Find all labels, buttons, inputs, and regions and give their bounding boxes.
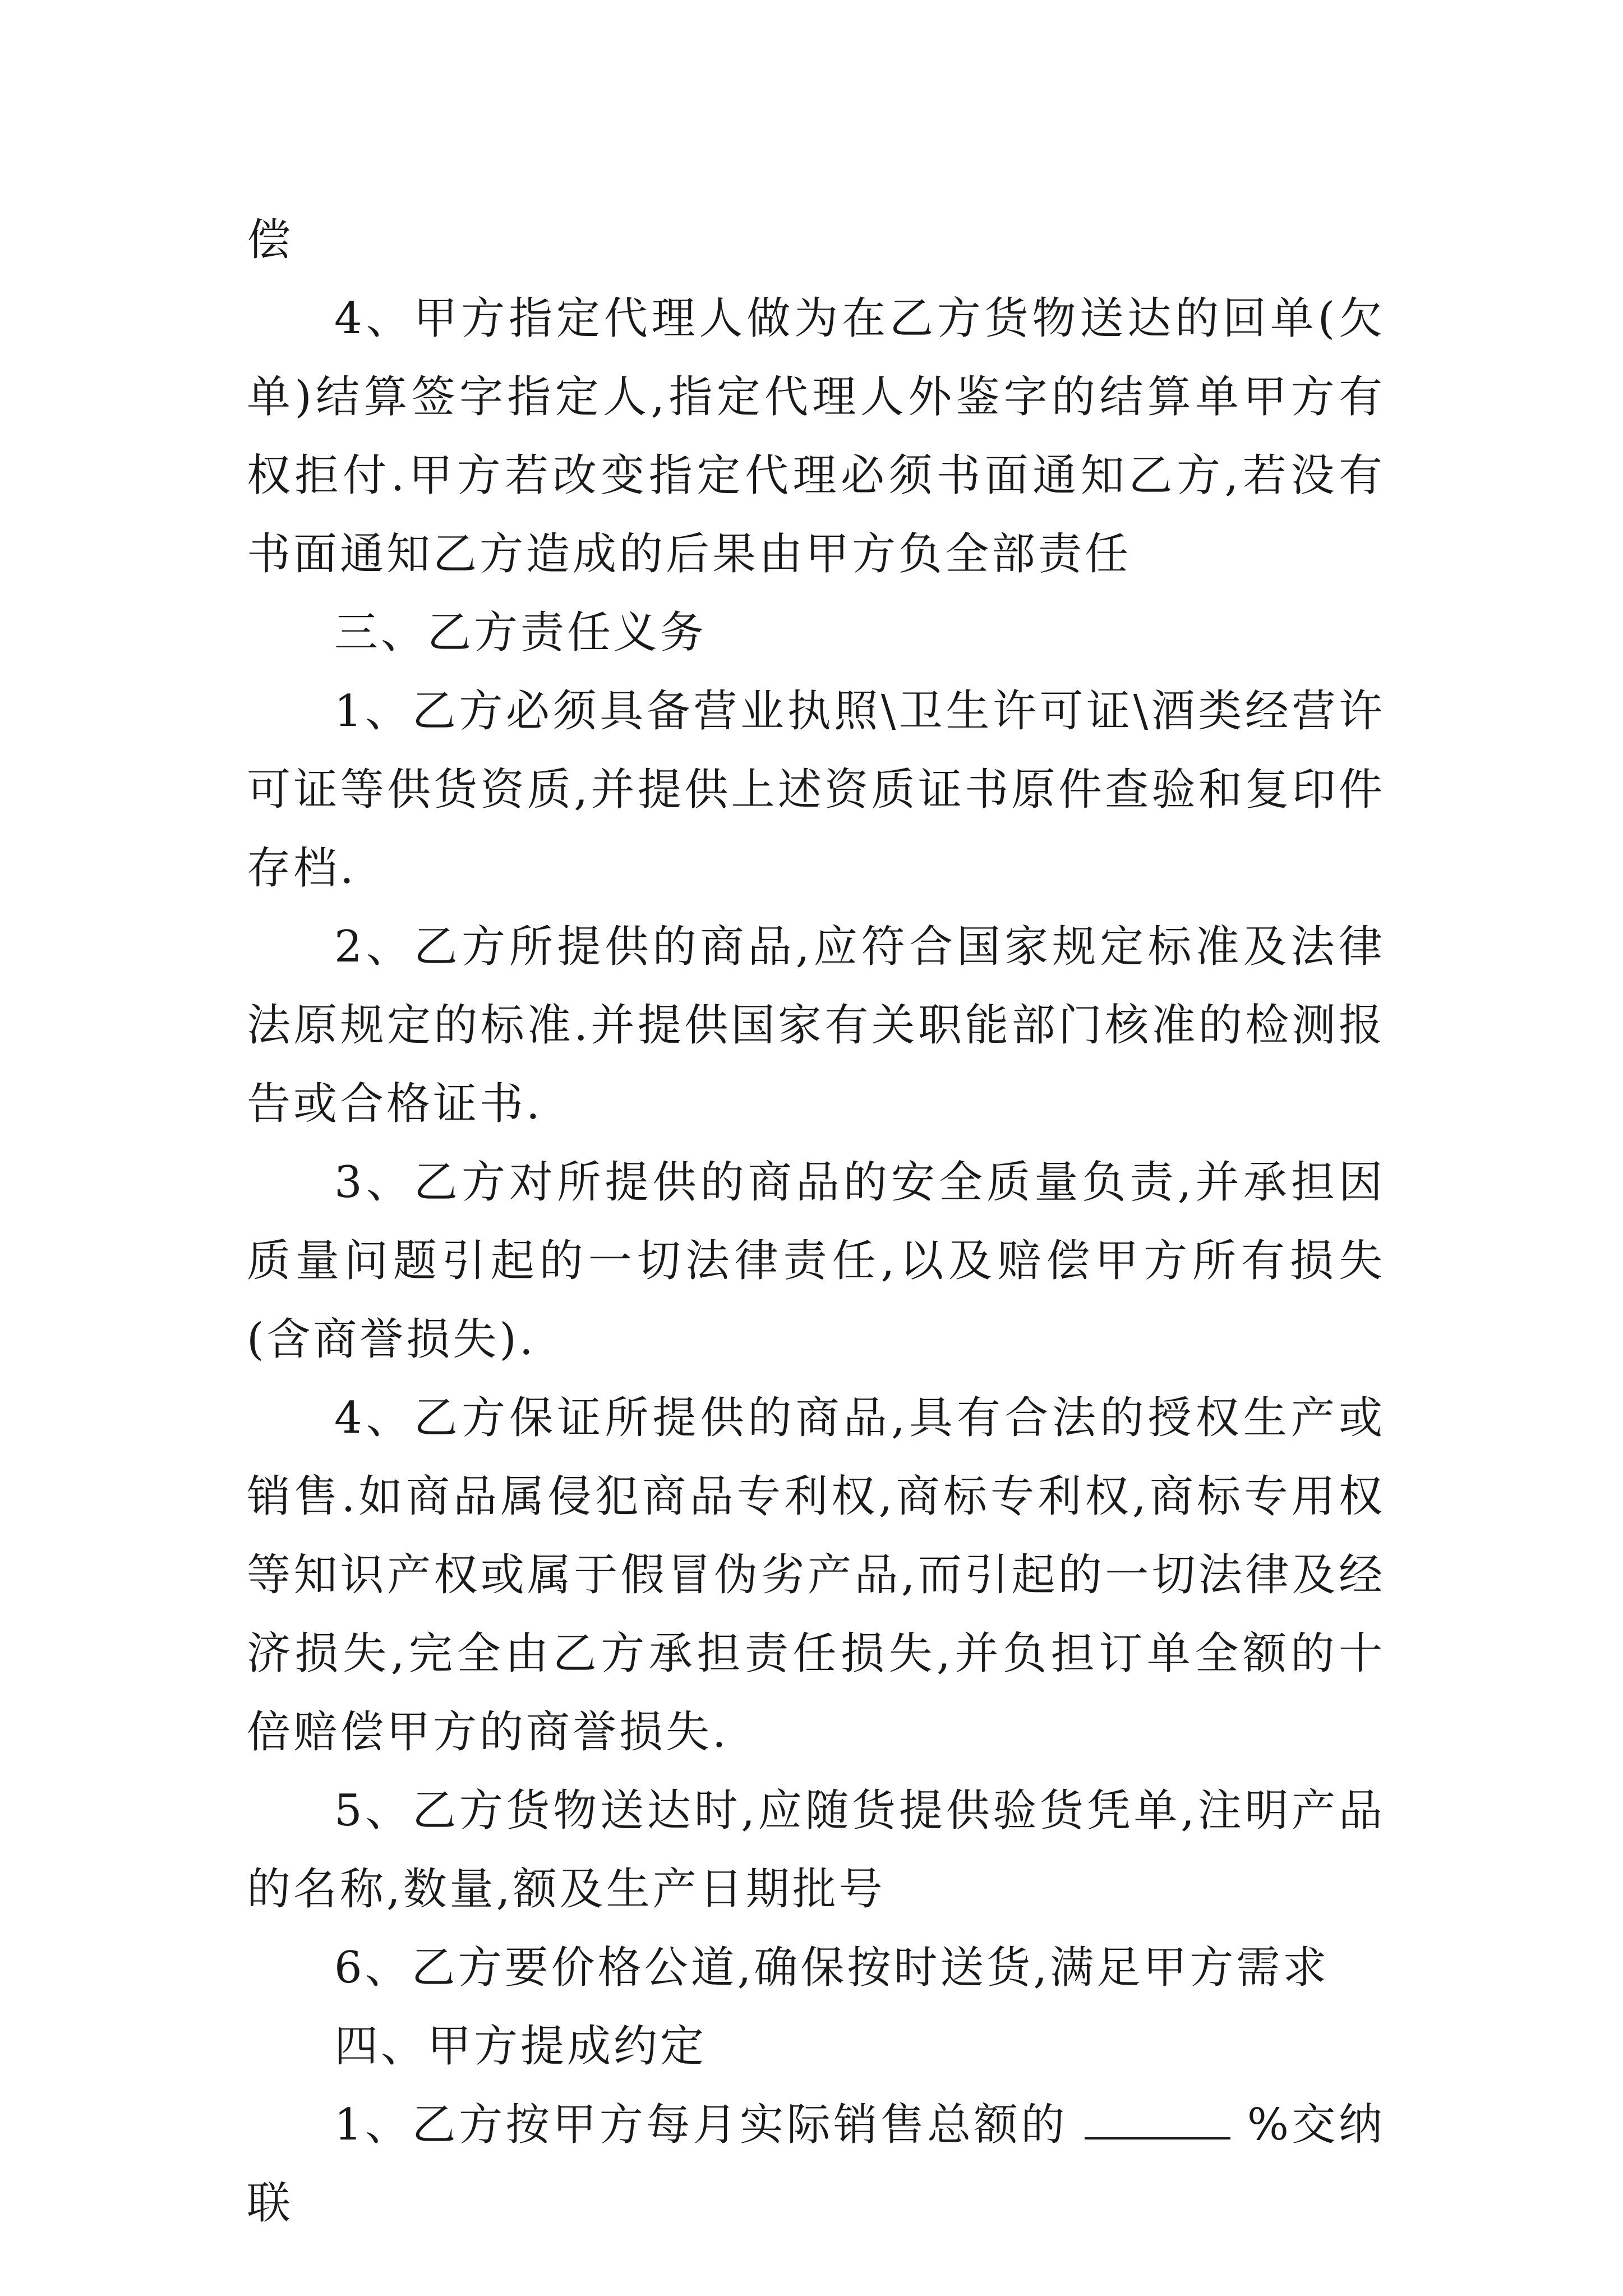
document-body xyxy=(247,201,1385,2243)
paragraph-clause-jia-4: 4、甲方指定代理人做为在乙方货物送达的回单(欠单)结算签字指定人,指定代理人外鉴字的结算单甲方有权拒付.甲方若改变指定代理必须书面通知乙方,若没有书面通知乙方造成的后果由甲方负全部责任 xyxy=(247,293,1385,579)
paragraph-commission-clause-1 xyxy=(247,2086,1385,2243)
paragraph-clause-yi-3: 3、乙方对所提供的商品的安全质量负责,并承担因质量问题引起的一切法律责任,以及赔偿甲方所有损失(含商誉损失). xyxy=(247,1157,1385,1365)
paragraph-continuation: 偿 xyxy=(247,215,294,265)
paragraph-clause-yi-5: 5、乙方货物送达时,应随货提供验货凭单,注明产品的名称,数量,额及生产日期批号 xyxy=(247,1786,1385,1915)
commission-text-before: 1、乙方按甲方每月实际销售总额的 xyxy=(334,2100,1068,2150)
paragraph-clause-yi-2: 2、乙方所提供的商品,应符合国家规定标准及法律法原规定的标准.并提供国家有关职能部门核准的检测报告或合格证书. xyxy=(247,922,1385,1129)
paragraph-clause-yi-6: 6、乙方要价格公道,确保按时送货,满足甲方需求 xyxy=(334,1943,1330,1993)
section-heading-4: 四、甲方提成约定 xyxy=(334,2021,707,2072)
paragraph-clause-yi-1: 1、乙方必须具备营业执照\卫生许可证\酒类经营许可证等供货资质,并提供上述资质证书原件查验和复印件存档. xyxy=(247,686,1385,894)
fill-in-blank[interactable] xyxy=(1085,2104,1230,2139)
paragraph-clause-yi-4: 4、乙方保证所提供的商品,具有合法的授权生产或销售.如商品属侵犯商品专利权,商标专利权,商标专用权等知识产权或属于假冒伪劣产品,而引起的一切法律及经济损失,完全由乙方承担责任损失,并负担订单全额的十倍赔偿甲方的商誉损失. xyxy=(247,1393,1385,1757)
section-heading-3: 三、乙方责任义务 xyxy=(334,608,707,658)
commission-text-after: %交纳联 xyxy=(247,2100,1385,2229)
